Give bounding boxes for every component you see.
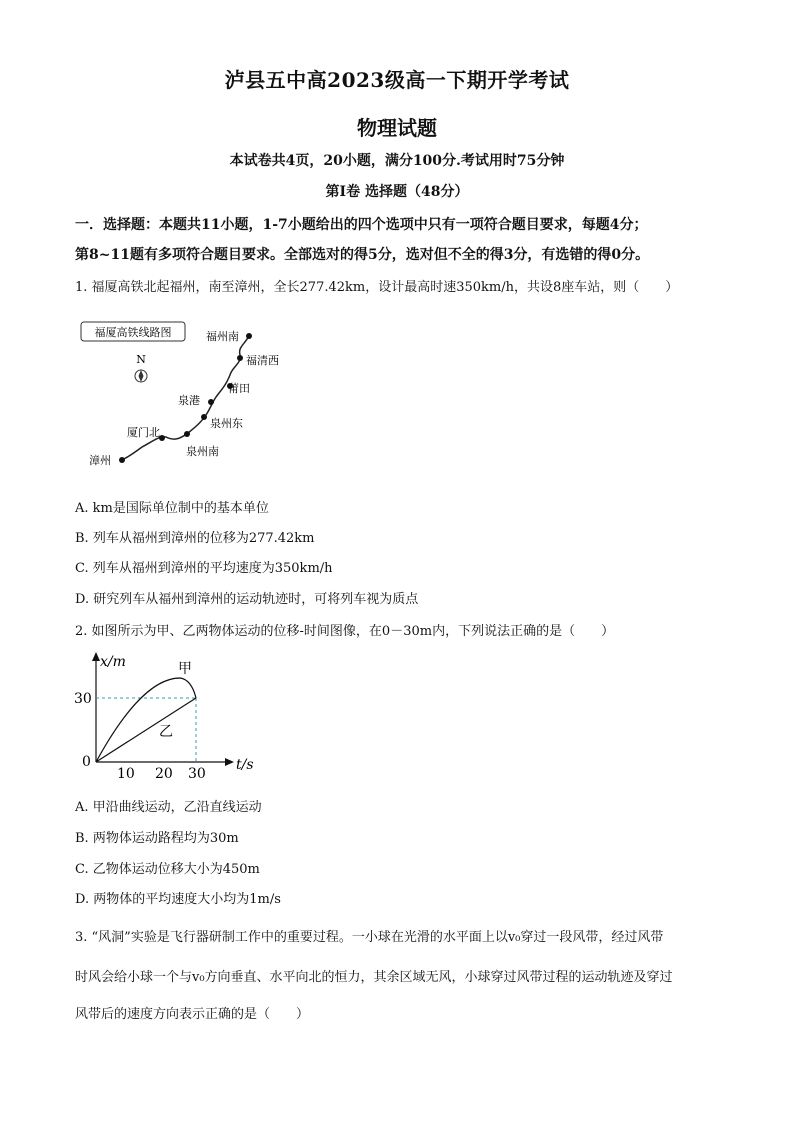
station-label-quanzhoudong: 泉州东 bbox=[210, 417, 243, 430]
graph-x-label: t/s bbox=[236, 757, 254, 773]
station-dot-quanzhoudong bbox=[201, 414, 207, 420]
exam-info: 本试卷共4页，20小题，满分100分.考试用时75分钟 bbox=[229, 153, 565, 169]
subject-title: 物理试题 bbox=[357, 116, 437, 140]
question-1-option-a: A. km是国际单位制中的基本单位 bbox=[75, 501, 269, 516]
question-2-option-b: B. 两物体运动路程均为30m bbox=[75, 831, 239, 846]
station-dot-fuzhounan bbox=[246, 333, 252, 339]
station-label-fuqingxi: 福清西 bbox=[246, 354, 279, 367]
question-2-option-d: D. 两物体的平均速度大小均为1m/s bbox=[75, 892, 281, 907]
section-instructions-line2: 第8~11题有多项符合题目要求。全部选对的得5分，选对但不全的得3分，有选错的得0分。 bbox=[75, 247, 650, 263]
question-1-option-d: D. 研究列车从福州到漳州的运动轨迹时，可将列车视为质点 bbox=[75, 592, 419, 607]
station-label-fuzhounan: 福州南 bbox=[206, 330, 239, 343]
question-3-line3: 风带后的速度方向表示正确的是（ ） bbox=[75, 1007, 310, 1022]
question-1-stem: 1. 福厦高铁北起福州，南至漳州，全长277.42km，设计最高时速350km/h，共设8座车站，则（ ） bbox=[75, 280, 679, 295]
graph-x-tick-30: 30 bbox=[188, 766, 206, 780]
x-axis-arrow bbox=[225, 758, 234, 766]
station-label-zhangzhou: 漳州 bbox=[89, 454, 111, 467]
question-2-stem: 2. 如图所示为甲、乙两物体运动的位移-时间图像，在0－30m内，下列说法正确的是（ ） bbox=[75, 624, 615, 639]
section-instructions-line1: 一．选择题：本题共11小题，1-7小题给出的四个选项中只有一项符合题目要求，每题4分； bbox=[75, 217, 648, 233]
station-label-quanzhounan: 泉州南 bbox=[186, 445, 219, 458]
position-time-graph bbox=[70, 648, 260, 780]
station-label-xiamenbei: 厦门北 bbox=[127, 426, 160, 439]
graph-y-label: x/m bbox=[100, 654, 126, 670]
question-3-line2: 时风会给小球一个与v₀方向垂直、水平向北的恒力，其余区域无风，小球穿过风带过程的运动轨迹及穿过 bbox=[75, 970, 673, 985]
station-label-quangang: 泉港 bbox=[178, 394, 200, 407]
question-1-option-c: C. 列车从福州到漳州的平均速度为350km/h bbox=[75, 561, 333, 576]
railway-map-figure bbox=[76, 315, 306, 475]
curve-label-yi: 乙 bbox=[159, 724, 173, 740]
station-dot-fuqingxi bbox=[237, 355, 243, 361]
curve-label-jia: 甲 bbox=[178, 661, 192, 677]
graph-x-tick-20: 20 bbox=[155, 766, 173, 780]
question-2-option-a: A. 甲沿曲线运动，乙沿直线运动 bbox=[75, 800, 262, 815]
question-2-option-c: C. 乙物体运动位移大小为450m bbox=[75, 862, 260, 877]
part-title: 第I卷 选择题（48分） bbox=[325, 184, 469, 200]
graph-y-tick-30: 30 bbox=[74, 691, 92, 707]
question-1-option-b: B. 列车从福州到漳州的位移为277.42km bbox=[75, 531, 315, 546]
y-axis-arrow bbox=[92, 652, 100, 661]
curve-yi bbox=[96, 698, 196, 762]
exam-title: 泸县五中高2023级高一下期开学考试 bbox=[224, 68, 570, 92]
station-dot-zhangzhou bbox=[119, 457, 125, 463]
compass-icon bbox=[135, 370, 147, 382]
graph-x-tick-10: 10 bbox=[117, 766, 135, 780]
station-label-putian: 莆田 bbox=[228, 382, 250, 395]
station-dot-quanzhounan bbox=[184, 431, 190, 437]
station-dot-quangang bbox=[208, 399, 214, 405]
curve-jia bbox=[96, 678, 196, 762]
compass-north-label: N bbox=[136, 353, 146, 366]
question-3-line1: 3. “风洞”实验是飞行器研制工作中的重要过程。一小球在光滑的水平面上以v₀穿过一段风带，经过风带 bbox=[75, 930, 664, 945]
graph-origin-label: 0 bbox=[82, 754, 91, 770]
map-title: 福厦高铁线路图 bbox=[94, 326, 172, 339]
